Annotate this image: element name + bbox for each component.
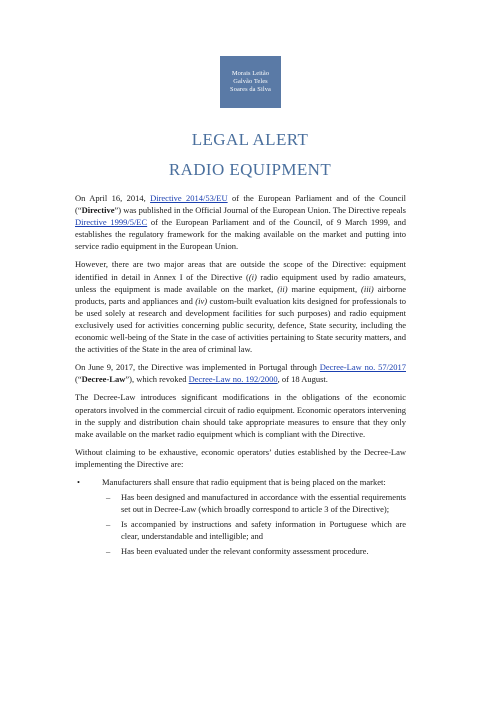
p1-text-1: On April 16, 2014,	[75, 193, 151, 203]
directive-2014-link[interactable]: Directive 2014/53/EU	[150, 193, 228, 203]
p2-text-1: However, there are two major areas that are outside the scope of the Directive: equipment identified in detail in Annex I of the Directive (	[75, 259, 406, 282]
bullet-label: Manufacturers shall ensure that radio equipment that is being placed on the market:	[102, 476, 386, 487]
duties-list	[75, 476, 406, 558]
p2-text-5: custom-built evaluation kits designed for professionals to be used solely at research and development facilities for such purposes) and radio equipment exclusively used for activities concerning public security, defence, State security, including the economic well-being of the State in the case of activities pertaining to State security matters, and the activities of the State in the area of criminal law.	[75, 295, 406, 355]
p3-text-1: On June 9, 2017, the Directive was implemented in Portugal through	[75, 362, 320, 373]
p3-bold-decree-law: Decree-Law	[81, 374, 126, 385]
logo-line-2: Galvão Teles	[233, 77, 268, 85]
p2-italic-3: (iii)	[361, 283, 374, 294]
paragraph-2	[75, 258, 406, 355]
p2-italic-2: (ii)	[277, 283, 288, 294]
p2-text-3: marine equipment,	[287, 283, 361, 294]
p3-text-2: (“	[75, 374, 82, 385]
p2-text-4: airborne products, parts and appliances and	[75, 283, 406, 306]
p2-italic-4: (iv)	[195, 295, 208, 306]
paragraph-3	[75, 361, 406, 385]
list-item: – Has been evaluated under the relevant conformity assessment procedure.	[102, 545, 406, 557]
directive-1999-link[interactable]: Directive 1999/5/EC	[75, 217, 148, 228]
p3-text-3: ”), which revoked	[125, 374, 189, 385]
document-title: LEGAL ALERT	[191, 130, 309, 149]
paragraph-1	[75, 192, 406, 252]
p1-bold-directive: Directive	[81, 205, 115, 216]
paragraph-5: Without claiming to be exhaustive, economic operators’ duties established by the Decree-Law implementing the Directive are:	[75, 446, 406, 469]
p1-text-3: ”) was published in the Official Journal of the European Union. The Directive repeals	[114, 205, 406, 216]
decree-law-57-link[interactable]: Decree-Law no. 57/2017	[319, 362, 406, 373]
document-subtitle: RADIO EQUIPMENT	[168, 160, 332, 179]
p2-text-2: radio equipment used by radio amateurs, unless the equipment is made available on the market,	[75, 271, 406, 294]
firm-logo	[220, 56, 281, 108]
decree-law-192-link[interactable]: Decree-Law no. 192/2000	[188, 374, 278, 385]
list-item: – Is accompanied by instructions and safety information in Portuguese which are clear, understandable and intelligible; and	[102, 518, 406, 542]
document-body	[75, 192, 406, 561]
list-item	[75, 476, 406, 558]
manufacturer-duties-list	[102, 491, 406, 557]
logo-line-3: Soares da Silva	[230, 86, 271, 94]
paragraph-4: The Decree-Law introduces significant modifications in the obligations of the economic operators involved in the commercial circuit of radio equipment. Economic operators intervening in the supply and distribution chain should take appropriate measures to ensure that they only make available on the market radio equipment which is compliant with the Directive.	[75, 392, 406, 439]
logo-line-1: Morais Leitão	[231, 69, 270, 77]
p1-text-2: of the European Parliament and of the Council (“	[75, 193, 406, 216]
p2-italic-1: (i)	[248, 271, 257, 282]
p1-text-4: of the European Parliament and of the Council, of 9 March 1999, and establishes the regulatory framework for the making available on the market and putting into service radio equipment in the European Union.	[75, 217, 406, 252]
p3-text-4: , of 18 August.	[277, 374, 328, 385]
list-item: – Has been designed and manufactured in accordance with the essential requirements set out in Decree-Law (which broadly correspond to article 3 of the Directive);	[102, 491, 406, 515]
